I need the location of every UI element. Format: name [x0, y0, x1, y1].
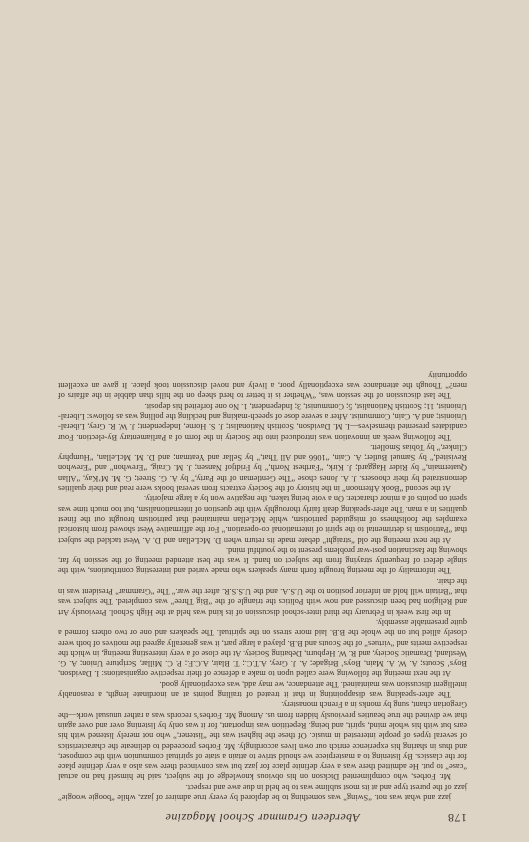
running-head: Aberdeen Grammar School Magazine: [165, 811, 360, 825]
paragraph: The after-speaking was disappointing in that it treated of trailing points at an inordinate length, a reasonably intelligent discussion was maintained. The attendance, we may add, was exceptionally good.: [58, 679, 467, 700]
page-header: [58, 809, 467, 825]
article-body: [58, 22, 467, 802]
paragraph: At the next meeting the old “straight” debate made its return when D. McLellan and D. A. West tackled the subject that “Patriotism is detrimental to the spirit of international co-operation.” For the affirmative West showed from historical examples the foolishness of misguided patriotism, while McLellan maintained that patriotism brought out the finest qualities in a man. The after-speaking dealt fairly thoroughly with the question of internationalism, but too much time was spent on points of a minor character. On a vote being taken, the negative won by a large majority.: [58, 494, 467, 545]
paragraph: The following week an innovation was introduced into the Society in the form of a Parliamentary By-election. Four candidates presented themselves—I. M. Davidson, Scottish Nationalist; J. S. Horne, Independent; J. W. R. Grey, Liberal-Unionist; and A. Cain, Communist. After a severe dose of speech-making and heckling the polling was as follows: Liberal-Unionist, 11; Scottish Nationalist, 5; Communist, 3; Independent, 1. No one forfeited his deposit.: [58, 401, 467, 442]
paragraph: At the next meeting the following were called upon to make a defence of their respective organisations: I. Davidson, Boys’ Scouts; A. W. A. Main, Boys’ Brigade; A. J. Grey, A.T.C.; T. Blair, A.C.F.; P. C. Millar, Scripture Union; A. G. Westland, Dramatic Society, and R. W. Hepburn, Debating Society. At the close of a very interesting meeting, in which the respective merits and “virtues” of the Scouts and B.B. played a large part, it was generally agreed the motives of both were closely allied but on the whole the B.B. laid more stress on the spiritual. The speakers and one or two others formed a quite presentable assembly.: [58, 617, 467, 679]
paragraph: At the second “Book Afternoon” in the history of the Society extracts from several books were read and their qualities demonstrated by their choosers. J. A. Jones chose “The Gentleman of the Party,” by A. G. Street; G. M. M‘Kay, “Allan Quatermain,” by Rider Haggard; J. Kirk, “Farthest North,” by Fridtjof Nansen; J. M. Craig, “Erewhon” and “Erewhon Revisited,” by Samuel Butler; A. Cain, “1066 and All That,” by Sellar and Yeatman; and D. M. McLellan, “Humphry Clinker,” by Tobias Smollett.: [58, 442, 467, 494]
paragraph: jazz and what was not. “Swing” was something to be deplored by every true admirer of jazz, while “boogie woogie” jazz of the purest type and at its most sublime was to be held in due awe and respect.: [58, 782, 467, 802]
page-number: 178: [447, 811, 467, 825]
paragraph: Mr. Forbes, who complimented Dickson on his obvious knowledge of the subject, said he himself had no actual “case” to put. He admitted there was a very definite place for jazz but was convinced there was also a very definite place for the classics. By listening to a masterpiece we should strive to attain a state of spiritual communion with the composer, and thus in sharing his experience enrich our own lives accordingly. Mr. Forbes proceeded to delineate the characteristics of several types of people interested in music. Of these the highest was the “listener,” who not merely listened with his ears but with his whole mind, spirit, and being. Repetition was important, for it was only by listening over and over again that we divined the true beauties previously hidden from us. Among Mr. Forbes’s records was a rather unusual work—the Gregorian chant, sung by monks in a French monastery.: [58, 700, 467, 782]
paragraph: The informality of the meeting brought forth many speakers who made varied and interesting contributions, with the single defect of frequently straying from the subject on hand. It was the best attended meeting of the session by far, showing the fascination post-war problems present to the youthful mind.: [58, 545, 467, 576]
paragraph: The last discussion of the session was, “Whether is it better to herd sheep on the hills than dabble in the affairs of men?” Though the attendance was exceptionally poor, a lively and novel discussion took place. It gave an excellent opportunity: [58, 370, 467, 401]
paragraph: In the first week in February the third inter-school discussion of its kind was held at the High School. Previously Art and Religion had been discussed and now with Politics the triangle of the “Big Three” was completed. The subject was that “Britain will hold an inferior position to the U.S.A. and the U.S.S.R. after the war.” The “Grammar” President was in the chair.: [58, 576, 467, 617]
